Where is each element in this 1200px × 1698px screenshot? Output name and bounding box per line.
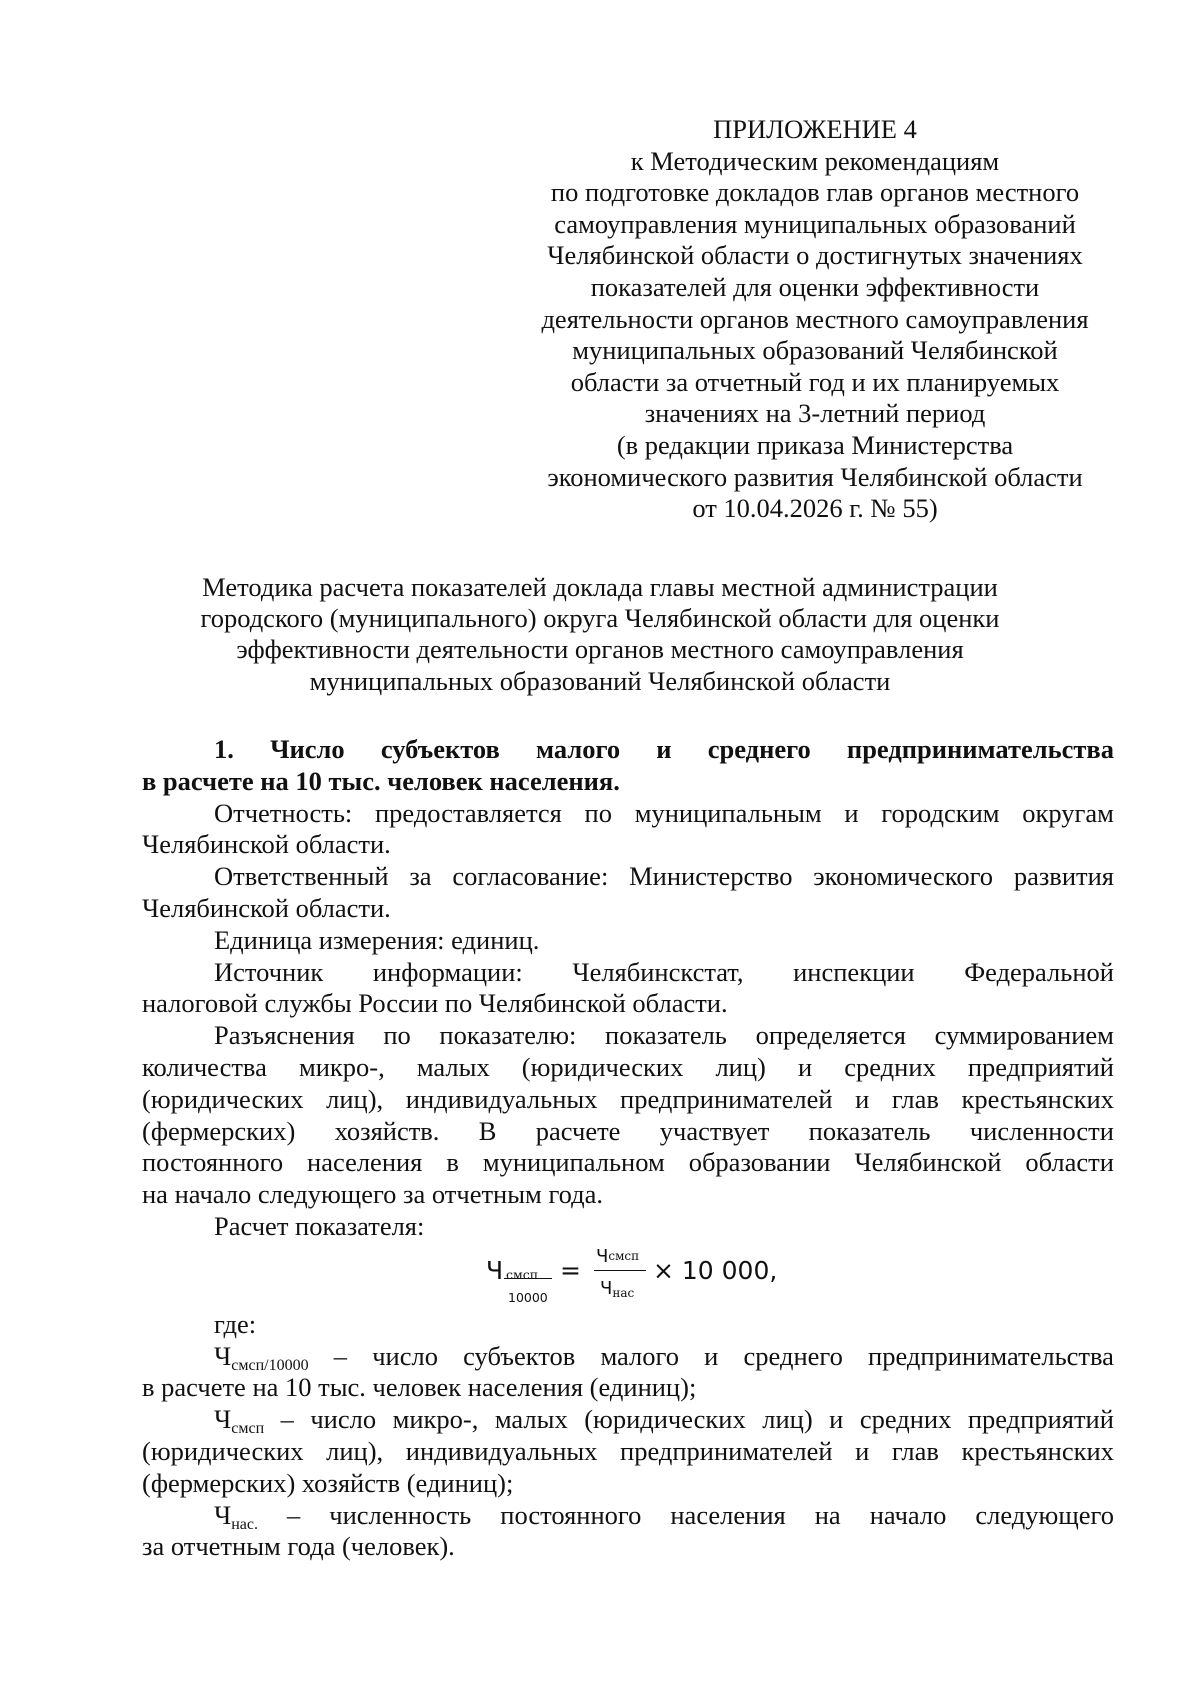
- definition-1: [142, 1341, 1114, 1373]
- word: инспекции: [793, 956, 915, 987]
- word: количества: [142, 1051, 267, 1082]
- word: и: [844, 797, 859, 828]
- reporting-line-cont: Челябинской области.: [142, 829, 391, 860]
- appendix-line: экономического развития Челябинской области: [547, 461, 1083, 492]
- word: и: [829, 1404, 844, 1435]
- responsible-line: [142, 861, 1114, 893]
- word: число: [310, 1404, 377, 1435]
- word: за: [409, 861, 432, 892]
- word: городским: [881, 797, 1000, 828]
- word: участвует: [659, 1115, 770, 1146]
- word: в: [446, 1147, 459, 1178]
- word: на: [814, 1499, 841, 1530]
- word: и: [656, 734, 672, 764]
- word: Челябинской: [854, 1147, 1002, 1178]
- title-line: эффективности деятельности органов местного самоуправления: [236, 634, 964, 665]
- word: лиц): [762, 1404, 813, 1435]
- word: (юридических: [142, 1083, 304, 1114]
- word: предприятий: [967, 1404, 1114, 1435]
- word: В: [478, 1115, 497, 1146]
- word: –: [333, 1340, 348, 1371]
- appendix-title: ПРИЛОЖЕНИЕ 4: [713, 114, 917, 144]
- section-heading: [142, 734, 1114, 766]
- word: Разъяснения: [214, 1020, 355, 1051]
- formula-lhs-letter: Ч: [486, 1255, 504, 1285]
- word: 1.: [214, 734, 234, 764]
- word: малого: [536, 734, 621, 764]
- word: Министерство: [629, 861, 793, 892]
- appendix-header: [520, 114, 1110, 525]
- reporting-line: [142, 798, 1114, 830]
- appendix-line: от 10.04.2026 г. № 55): [692, 493, 938, 524]
- word: показателю:: [439, 1020, 577, 1051]
- word: лиц),: [326, 1083, 384, 1114]
- word: индивидуальных: [405, 1435, 598, 1466]
- word: глав: [891, 1083, 939, 1114]
- section-heading-cont: в расчете на 10 тыс. человек населения.: [142, 765, 620, 796]
- appendix-line: (в редакции приказа Министерства: [616, 429, 1014, 460]
- appendix-line: по подготовке докладов глав органов местного: [550, 177, 1080, 208]
- word: развития: [1013, 861, 1114, 892]
- calc-label: Расчет показателя:: [214, 1210, 425, 1241]
- word: Отчетность:: [214, 797, 353, 828]
- definition-2-end: (фермерских) хозяйств (единиц);: [142, 1467, 514, 1498]
- word: число: [372, 1340, 438, 1371]
- definition-3-cont: за отчетным года (человек).: [142, 1531, 455, 1562]
- formula-fraction-bar: [594, 1270, 646, 1271]
- word: малого: [600, 1340, 679, 1371]
- word: определяется: [755, 1020, 906, 1051]
- word: средних: [844, 1051, 936, 1082]
- word: и: [797, 1051, 813, 1082]
- word: (юридических: [142, 1435, 304, 1466]
- word: (юридических: [521, 1051, 684, 1082]
- word: индивидуальных: [405, 1083, 598, 1114]
- formula-equals: =: [560, 1255, 581, 1285]
- definition-2-cont: [142, 1436, 1114, 1468]
- word: малых: [494, 1404, 568, 1435]
- word: крестьянских: [961, 1083, 1114, 1114]
- word: экономического: [813, 861, 994, 892]
- appendix-line: самоуправления муниципальных образований: [554, 208, 1076, 239]
- word: постоянного: [142, 1147, 284, 1178]
- word: микро-,: [298, 1051, 385, 1082]
- explain-line: [142, 1020, 1114, 1052]
- word: расчете: [535, 1115, 621, 1146]
- source-line-cont: налоговой службы России по Челябинской области.: [142, 988, 728, 1019]
- word: информации:: [372, 956, 523, 987]
- word: малых: [416, 1051, 490, 1082]
- appendix-line: муниципальных образований Челябинской: [572, 335, 1058, 366]
- word: по: [383, 1020, 411, 1051]
- title-line: Методика расчета показателей доклада главы местной администрации: [202, 572, 998, 602]
- formula-multiplier: × 10 000,: [653, 1255, 778, 1285]
- appendix-line: к Методическим рекомендациям: [630, 145, 1000, 176]
- def1-symbol: $Ч_{смсп/10000}$: [214, 1340, 309, 1374]
- word: согласование:: [452, 861, 609, 892]
- word: средних: [859, 1404, 952, 1435]
- word: населения: [307, 1147, 423, 1178]
- word: постоянного: [500, 1499, 642, 1530]
- word: и: [704, 1340, 719, 1371]
- word: предпринимателей: [620, 1435, 833, 1466]
- formula-lhs-bar: [504, 1278, 552, 1279]
- def2-symbol: $Ч_{смсп}$: [214, 1404, 265, 1438]
- word: следующего: [975, 1499, 1114, 1530]
- word: населения: [670, 1499, 786, 1530]
- explain-line: [142, 1116, 1114, 1148]
- formula: [142, 1245, 1114, 1309]
- word: численности: [969, 1115, 1114, 1146]
- word: предоставляется: [374, 797, 562, 828]
- definition-3: [142, 1500, 1114, 1532]
- word: субъектов: [463, 1340, 576, 1371]
- word: по: [584, 797, 612, 828]
- word: предприятий: [967, 1051, 1114, 1082]
- formula-denominator: Чнас: [600, 1277, 635, 1300]
- word: и: [855, 1083, 870, 1114]
- word: Число: [270, 734, 345, 764]
- word: показатель: [605, 1020, 727, 1051]
- word: среднего: [707, 734, 811, 764]
- word: микро-,: [392, 1404, 479, 1435]
- def3-symbol: $Ч_{нас.}$: [214, 1499, 258, 1533]
- section-1: [142, 734, 1114, 1563]
- appendix-line: Челябинской области о достигнутых значениях: [547, 240, 1083, 271]
- word: хозяйств.: [334, 1115, 440, 1146]
- word: –: [287, 1499, 301, 1530]
- explain-line: [142, 1147, 1114, 1179]
- source-line: [142, 957, 1114, 989]
- word: численность: [329, 1499, 472, 1530]
- appendix-line: показателей для оценки эффективности: [590, 271, 1040, 302]
- responsible-line-cont: Челябинской области.: [142, 892, 391, 923]
- word: предпринимательства: [868, 1340, 1114, 1371]
- word: Федеральной: [964, 956, 1114, 987]
- explain-line-last: на начало следующего за отчетным года.: [142, 1179, 604, 1210]
- word: и: [855, 1435, 870, 1466]
- formula-numerator: Чсмсп: [596, 1245, 640, 1267]
- word: среднего: [743, 1340, 843, 1371]
- word: субъектов: [380, 734, 500, 764]
- word: –: [280, 1404, 294, 1435]
- explain-line: [142, 1084, 1114, 1116]
- word: Челябинскстат,: [572, 956, 744, 987]
- formula-lhs-sub-bottom: 10000: [508, 1289, 548, 1305]
- word: муниципальном: [482, 1147, 665, 1178]
- word: глав: [891, 1435, 939, 1466]
- word: (юридических: [584, 1404, 746, 1435]
- title-line: муниципальных образований Челябинской области: [309, 665, 891, 696]
- word: начало: [869, 1499, 947, 1530]
- formula-lhs-sub-top: смсп: [506, 1266, 539, 1282]
- word: предпринимательства: [846, 734, 1114, 764]
- word: крестьянских: [961, 1435, 1114, 1466]
- word: лиц),: [326, 1435, 384, 1466]
- word: муниципальным: [634, 797, 822, 828]
- word: округам: [1022, 797, 1114, 828]
- appendix-line: деятельности органов местного самоуправления: [541, 303, 1089, 334]
- word: лиц): [715, 1051, 766, 1082]
- word: области: [1025, 1147, 1114, 1178]
- word: Источник: [214, 956, 324, 987]
- title-line: городского (муниципального) округа Челябинской области для оценки: [200, 603, 1000, 634]
- unit-line: Единица измерения: единиц.: [214, 924, 540, 955]
- where-label: где:: [214, 1308, 257, 1339]
- word: (фермерских): [142, 1115, 296, 1146]
- word: образовании: [688, 1147, 831, 1178]
- word: суммированием: [934, 1020, 1114, 1051]
- word: предпринимателей: [620, 1083, 833, 1114]
- explain-line: [142, 1052, 1114, 1084]
- appendix-line: значениях на 3-летний период: [644, 398, 986, 429]
- definition-1-cont: в расчете на 10 тыс. человек населения (единиц);: [142, 1372, 697, 1403]
- appendix-line: области за отчетный год и их планируемых: [570, 366, 1060, 397]
- methodology-title: [120, 572, 1080, 697]
- word: Ответственный: [214, 861, 389, 892]
- definition-2: [142, 1404, 1114, 1436]
- word: показатель: [808, 1115, 931, 1146]
